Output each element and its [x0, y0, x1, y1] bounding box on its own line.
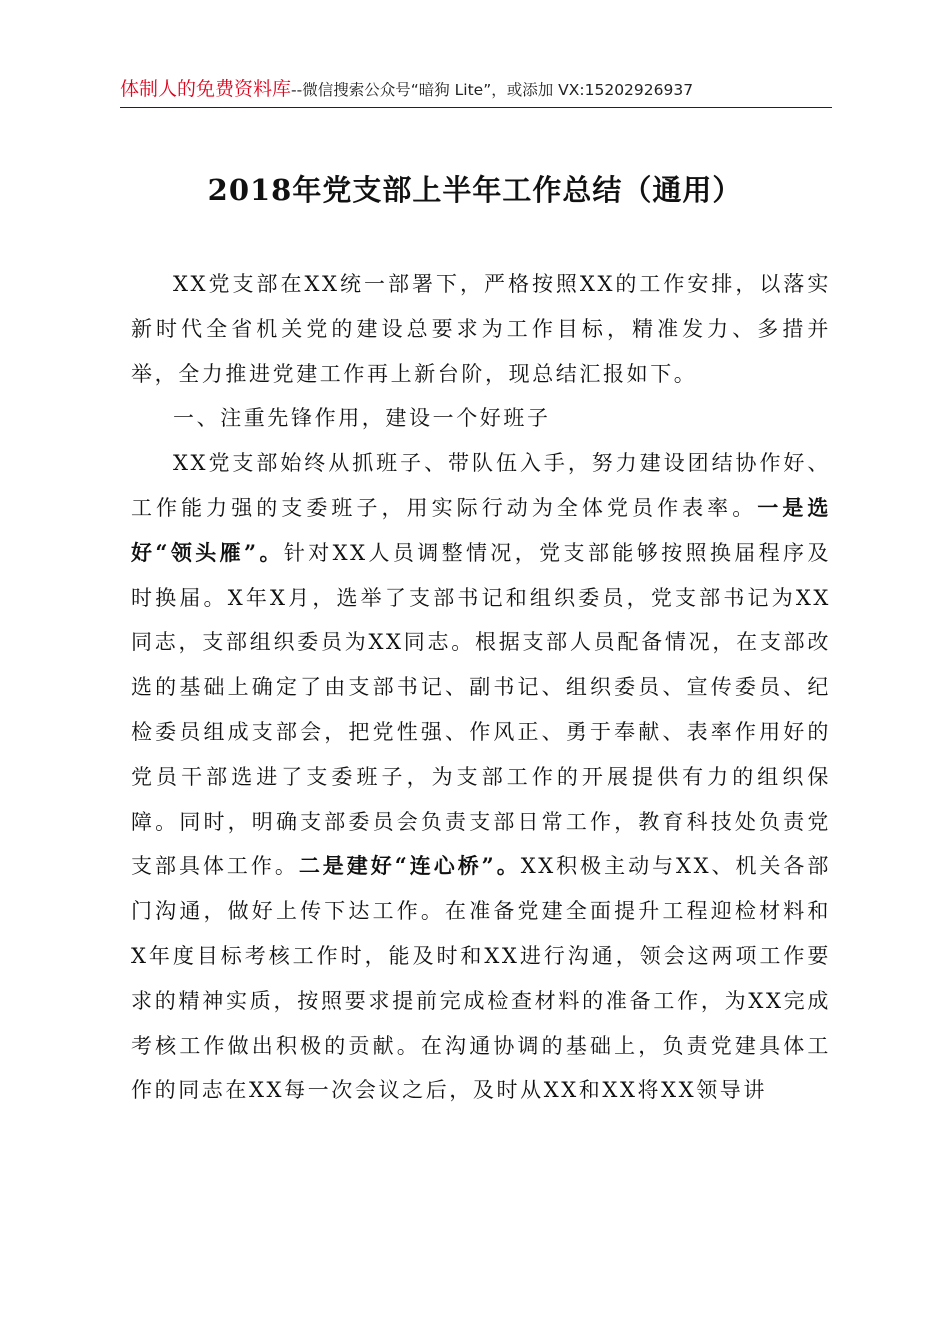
header-brand: 体制人的免费资料库 — [120, 78, 292, 100]
section-paragraph — [131, 441, 831, 1113]
section-heading: 一、注重先锋作用，建设一个好班子 — [173, 406, 551, 431]
intro-paragraph: XX党支部在XX统一部署下，严格按照XX的工作安排，以落实新时代全省机关党的建设总要求为工作目标，精准发力、多措并举，全力推进党建工作再上新台阶，现总结汇报如下。 — [131, 272, 831, 386]
header-contact: --微信搜索公众号“暗狗 Lite”，或添加 VX:15202926937 — [291, 81, 694, 99]
point-two-label: 二是建好“连心桥”。 — [298, 853, 521, 879]
document-body — [131, 262, 831, 1113]
point-one-label: 一是选好“领头雁”。 — [131, 494, 831, 565]
section-intro-text: XX党支部始终从抓班子、带队伍入手，努力建设团结协作好、工作能力强的支委班子，用实际行动为全体党员作表率。 — [131, 451, 831, 520]
page-header — [120, 74, 832, 108]
point-one-text: 针对XX人员调整情况，党支部能够按照换届程序及时换届。X年X月，选举了支部书记和组织委员，党支部书记为XX同志，支部组织委员为XX同志。根据支部人员配备情况，在支部改选的基础上确定了由支部书记、副书记、组织委员、宣传委员、纪检委员组成支部会，把党性强、作风正、勇于奉献、表率作用好的党员干部选进了支委班子，为支部工作的开展提供有力的组织保障。同时，明确支部委员会负责支部日常工作，教育科技处负责党支部具体工作。 — [131, 540, 831, 879]
document-title: 2018年党支部上半年工作总结（通用） — [207, 173, 743, 207]
point-two-text: XX积极主动与XX、机关各部门沟通，做好上传下达工作。在准备党建全面提升工程迎检材料和X年度目标考核工作时，能及时和XX进行沟通，领会这两项工作要求的精神实质，按照要求提前完成检查材料的准备工作，为XX完成考核工作做出积极的贡献。在沟通协调的基础上，负责党建具体工作的同志在XX每一次会议之后，及时从XX和XX将XX领导讲 — [131, 854, 831, 1103]
